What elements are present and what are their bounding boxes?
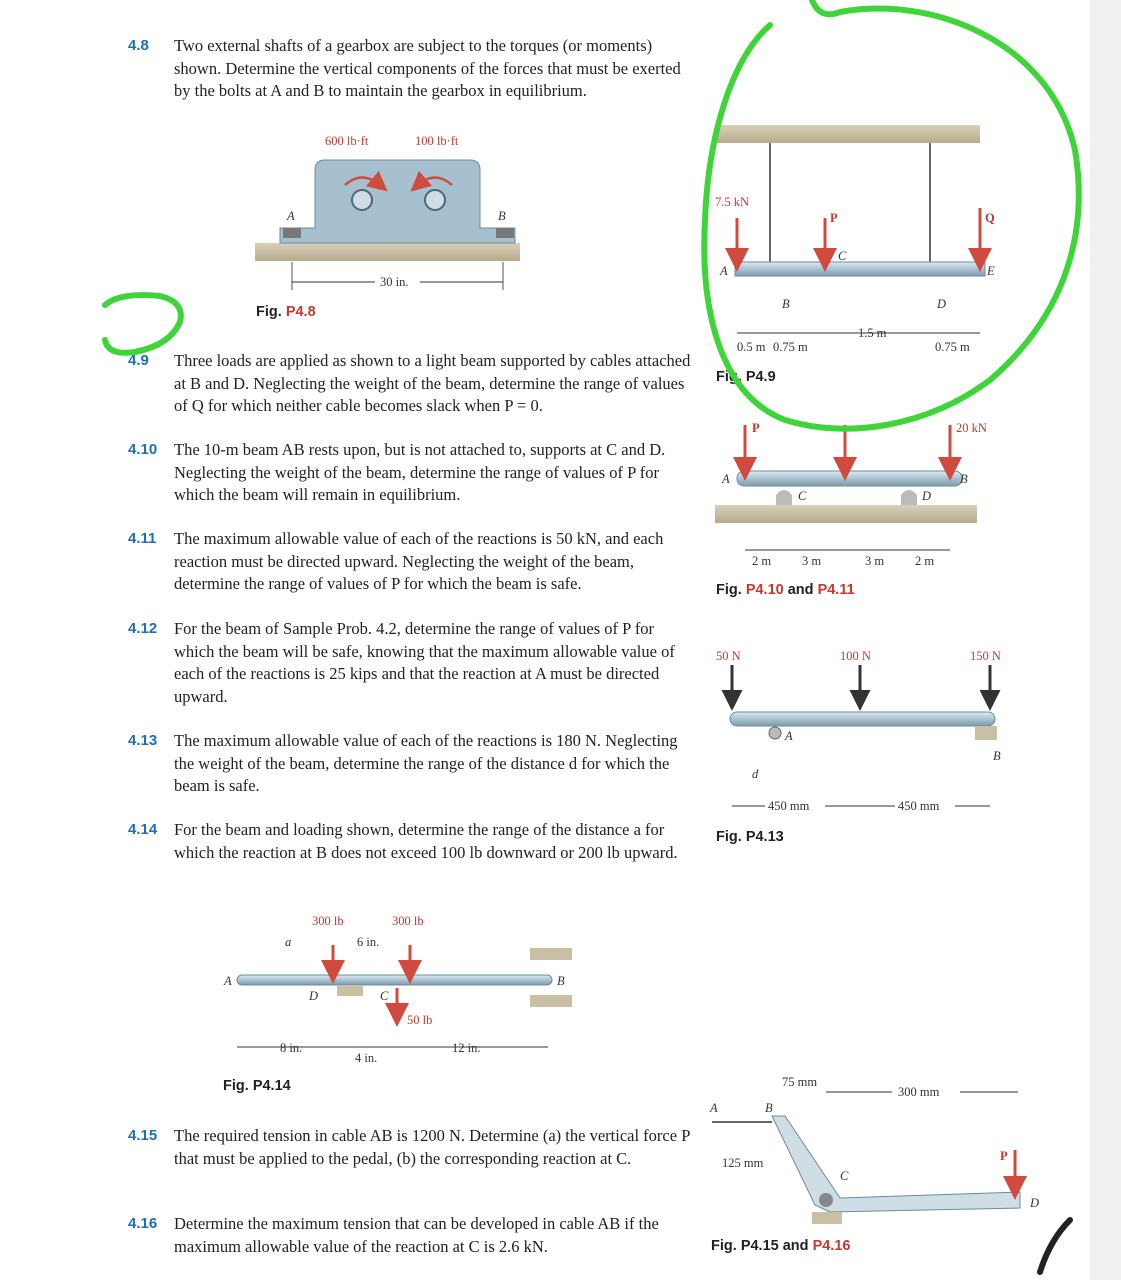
roller-top — [530, 948, 572, 960]
problem-text: Three loads are applied as shown to a light beam supported by cables attached at B and D. Neglecting the weight of the beam, determine the range of values of Q for which neither cable becomes slack when P = 0. — [174, 351, 691, 415]
problem-text: The 10-m beam AB rests upon, but is not attached to, supports at C and D. Neglecting the weight of the beam, determine the range of values of P for which the beam will remain in equilibrium. — [174, 440, 666, 504]
problem-text: Determine the maximum tension that can be developed in cable AB if the maximum allowable value of the reaction at C is 2.6 kN. — [174, 1214, 659, 1256]
support-b — [975, 726, 997, 740]
fig-label-p4-10: Fig. P4.10 and P4.11 — [716, 582, 855, 598]
problem-number: 4.14 — [128, 821, 158, 838]
point-a: A — [287, 209, 295, 223]
beam — [735, 262, 985, 276]
beam — [730, 712, 995, 726]
fig-p4-13 — [716, 649, 1001, 813]
dim-label: 12 in. — [452, 1041, 481, 1055]
highlight-mark — [105, 295, 181, 353]
gearbox-body — [280, 160, 515, 243]
point-b: B — [498, 209, 506, 223]
ceiling — [715, 125, 980, 143]
bolt-b — [496, 228, 514, 238]
support-d — [337, 986, 363, 996]
problem-number: 4.9 — [128, 352, 149, 369]
point-b: B — [782, 297, 790, 311]
support-a — [769, 727, 781, 739]
point-c: C — [840, 1169, 849, 1183]
point-d: D — [1030, 1196, 1040, 1210]
problem-text: The maximum allowable value of each of the reactions is 180 N. Neglecting the weight of the beam, determine the range of the distance d for which the beam is safe. — [174, 731, 678, 795]
point-a: A — [720, 264, 728, 278]
load-label: 300 lb — [392, 914, 424, 928]
fig-p4-8 — [255, 134, 520, 290]
problem-text: The maximum allowable value of each of the reactions is 50 kN, and each reaction must be directed upward. Neglecting the weight of the beam, determine the range of values of P for which the beam is safe. — [174, 529, 664, 593]
point-a: A — [224, 974, 232, 988]
moment-label-2: 100 lb·ft — [415, 134, 459, 148]
dim-label: 2 m — [915, 554, 935, 568]
point-e: E — [987, 264, 995, 278]
highlight-circle — [704, 0, 1079, 429]
problem-number: 4.12 — [128, 620, 158, 637]
load-label-p: P — [830, 211, 838, 225]
dim-label: 0.75 m — [935, 340, 970, 354]
fig-label-p4-13: Fig. P4.13 — [716, 829, 784, 845]
dim-label: 75 mm — [782, 1075, 818, 1089]
point-c: C — [380, 989, 389, 1003]
load-label: 50 lb — [407, 1013, 433, 1027]
dim-label: 30 in. — [380, 275, 409, 289]
point-c: C — [798, 489, 807, 503]
point-b: B — [557, 974, 565, 988]
dim-label: 3 m — [802, 554, 822, 568]
problem-text: For the beam of Sample Prob. 4.2, determine the range of values of P for which the beam will be safe, knowing that the maximum allowable value of each of the reactions is 25 kips and that the reaction at A must be directed upward. — [174, 619, 675, 706]
load-label-q: Q — [985, 211, 995, 225]
fig-p4-14 — [223, 914, 572, 1065]
point-d: D — [922, 489, 932, 503]
dim-label: 300 mm — [898, 1085, 940, 1099]
problem-text: For the beam and loading shown, determine the range of the distance a for which the reaction at B does not exceed 100 lb downward or 200 lb upward. — [174, 820, 678, 862]
fig-label-p4-14: Fig. P4.14 — [223, 1078, 291, 1094]
dim-label: 2 m — [752, 554, 772, 568]
load-label: 20 kN — [956, 421, 987, 435]
fig-p4-15 — [709, 1075, 1039, 1224]
point-c: C — [838, 249, 847, 263]
beam — [737, 471, 962, 486]
point-d: D — [937, 297, 947, 311]
problem-number: 4.11 — [128, 530, 157, 547]
problem-number: 4.13 — [128, 732, 158, 749]
point-a: A — [785, 729, 793, 743]
dim-a: a — [285, 935, 292, 949]
support-c — [776, 490, 792, 505]
point-b: B — [960, 472, 968, 486]
problem-number: 4.10 — [128, 441, 158, 458]
beam — [237, 975, 552, 985]
shaft-2 — [425, 190, 445, 210]
moment-label-1: 600 lb·ft — [325, 134, 369, 148]
ground — [255, 243, 520, 261]
pen-mark — [1040, 1220, 1070, 1272]
dim-label: 8 in. — [280, 1041, 303, 1055]
point-a: A — [710, 1101, 718, 1115]
dim-label: 6 in. — [357, 935, 380, 949]
support-c — [812, 1212, 842, 1224]
point-d: D — [309, 989, 319, 1003]
fig-label-p4-8: Fig. P4.8 — [256, 304, 316, 320]
dim-label: 450 mm — [768, 799, 810, 813]
load-label-p: P — [752, 421, 760, 435]
point-b: B — [993, 749, 1001, 763]
dim-label: 3 m — [865, 554, 885, 568]
shaft-1 — [352, 190, 372, 210]
bolt-a — [283, 228, 301, 238]
pin-c — [819, 1193, 833, 1207]
load-label: 50 N — [716, 649, 741, 663]
load-label: 300 lb — [312, 914, 344, 928]
ground — [715, 505, 977, 523]
point-b: B — [765, 1101, 773, 1115]
load-label: 150 N — [970, 649, 1001, 663]
fig-label-p4-15: Fig. P4.15 and P4.16 — [711, 1238, 851, 1254]
load-label-p: P — [1000, 1149, 1008, 1163]
fig-label-p4-9: Fig. P4.9 — [716, 369, 776, 385]
load-label: 100 N — [840, 649, 871, 663]
dim-label: 125 mm — [722, 1156, 764, 1170]
dim-label: 450 mm — [898, 799, 940, 813]
problem-text: The required tension in cable AB is 1200 N. Determine (a) the vertical force P that must be applied to the pedal, (b) the corresponding reaction at C. — [174, 1126, 690, 1168]
dim-label: 0.75 m — [773, 340, 808, 354]
pedal — [772, 1116, 1020, 1212]
problem-number: 4.8 — [128, 37, 149, 54]
dim-label: 4 in. — [355, 1051, 378, 1065]
problem-number: 4.16 — [128, 1215, 158, 1232]
problem-text: Two external shafts of a gearbox are subject to the torques (or moments) shown. Determine the vertical components of the forces that must be exerted by the bolts at A and B to maintain the gearbox in equilibrium. — [174, 36, 681, 100]
roller-bottom — [530, 995, 572, 1007]
problem-number: 4.15 — [128, 1127, 158, 1144]
fig-p4-10 — [715, 421, 987, 568]
scrollbar[interactable] — [1090, 0, 1121, 1280]
dim-d: d — [752, 767, 759, 781]
dim-label: 1.5 m — [858, 326, 887, 340]
load-label: 7.5 kN — [715, 195, 750, 209]
dim-label: 0.5 m — [737, 340, 766, 354]
support-d — [901, 490, 917, 505]
fig-p4-9 — [715, 125, 995, 354]
point-a: A — [722, 472, 730, 486]
